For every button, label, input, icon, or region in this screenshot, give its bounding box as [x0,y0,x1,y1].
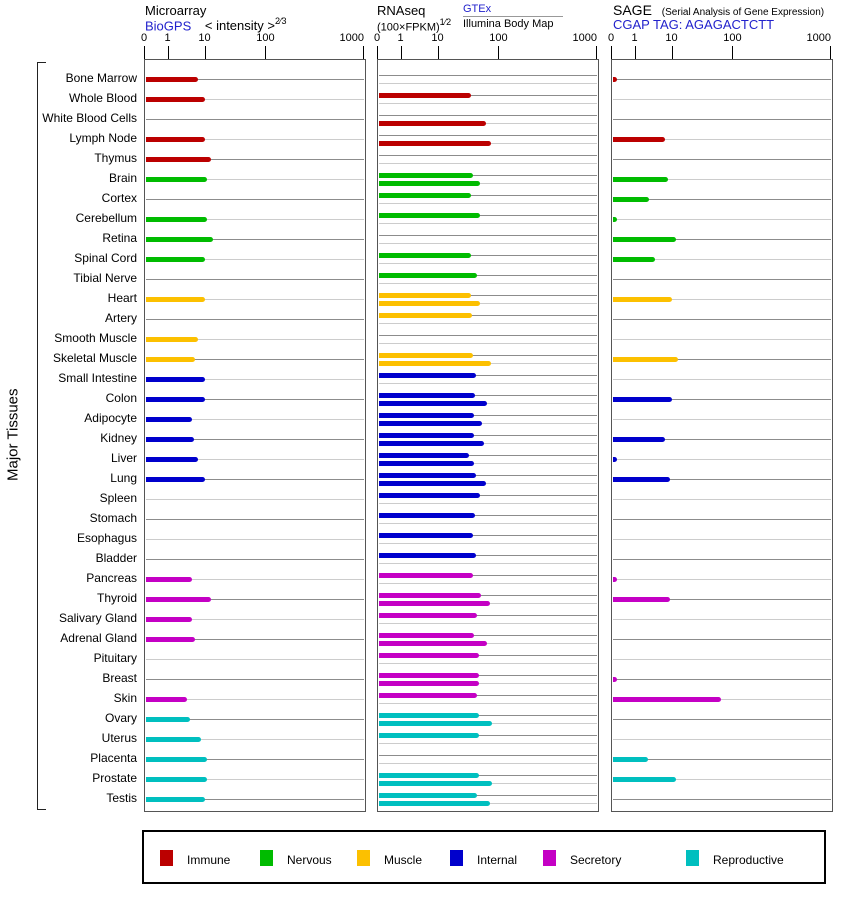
expression-bar [613,697,721,702]
row-line [379,743,597,744]
axis-tick [377,46,378,59]
row-line [379,663,597,664]
expression-bar [379,433,474,438]
expression-bar [379,361,491,366]
row-line [613,339,831,340]
expression-bar [613,457,617,462]
tissue-label: Adrenal Gland [60,631,137,645]
gtex-divider [463,16,563,17]
row-line [379,335,597,336]
row-line [379,163,597,164]
row-line [379,203,597,204]
tissue-label: Liver [110,451,137,465]
expression-bar [379,733,479,738]
tissue-label: Colon [105,391,137,405]
row-line [146,499,364,500]
tissue-label: Placenta [90,751,137,765]
expression-bar [379,173,473,178]
expression-bar [379,273,477,278]
expression-bar [379,461,474,466]
panel-sage [611,59,833,812]
expression-bar [379,773,479,778]
row-line [613,619,831,620]
expression-bar [379,301,480,306]
expression-bar [613,757,648,762]
tissue-label: Breast [102,671,137,685]
rnaseq-title: RNAseq [377,3,426,18]
expression-bar [379,533,473,538]
axis-tick-label: 10 [198,32,211,44]
row-line [379,223,597,224]
axis-tick [498,46,499,59]
legend-label: Nervous [287,853,332,867]
row-line [379,755,597,756]
row-line [379,243,597,244]
axis-tick-label: 100 [489,32,508,44]
row-line [379,235,597,236]
expression-bar [146,617,192,622]
row-line [146,319,364,320]
axis-tick-label: 1000 [339,32,364,44]
tissue-label: Retina [102,231,137,245]
expression-bar [613,237,676,242]
legend [142,830,826,884]
expression-bar [613,677,617,682]
row-line [379,155,597,156]
axis-tick [144,46,145,59]
axis-tick-label: 10 [665,32,678,44]
expression-bar [379,213,480,218]
row-line [613,99,831,100]
expression-bar [146,97,205,102]
legend-label: Secretory [570,853,622,867]
legend-swatch-reproductive [686,850,699,866]
axis-tick [401,46,402,59]
tissues-bracket [37,62,46,810]
tissue-label: Brain [108,171,137,185]
expression-bar [379,401,487,406]
tissue-label: Heart [107,291,137,305]
expression-bar [146,217,207,222]
row-line [613,319,831,320]
row-line [613,219,831,220]
expression-bar [379,713,479,718]
expression-bar [379,353,473,358]
expression-bar [146,577,192,582]
tissue-label: Esophagus [76,531,137,545]
sage-header [613,2,824,18]
biogps-link[interactable]: BioGPS [145,18,192,34]
expression-bar [613,217,617,222]
microarray-subtitle [145,17,287,33]
tissue-label: Skeletal Muscle [52,351,137,365]
expression-bar [379,681,479,686]
row-line [379,263,597,264]
expression-bar [379,313,472,318]
expression-bar [146,757,207,762]
rnaseq-metric: (100×FPKM)$^{1⁄2}$ [377,17,452,34]
expression-bar [379,481,486,486]
expression-bar [146,477,205,482]
axis-tick-label: 1000 [806,32,831,44]
tissue-label: Adipocyte [84,411,137,425]
row-line [379,623,597,624]
row-line [613,659,831,660]
expression-bar [379,801,490,806]
gtex-link[interactable]: GTEx [463,3,492,15]
axis-tick [265,46,266,59]
axis-tick-label: 1 [631,32,638,44]
expression-bar [379,453,469,458]
axis-tick [168,46,169,59]
expression-bar [613,477,670,482]
axis-tick-label: 1 [164,32,171,44]
row-line [613,639,831,640]
legend-swatch-muscle [357,850,370,866]
tissue-label: Prostate [92,771,137,785]
expression-bar [146,597,211,602]
tissue-label: Spinal Cord [74,251,137,265]
legend-label: Reproductive [713,853,784,867]
tissue-label: Artery [104,311,137,325]
expression-bar [146,237,213,242]
expression-bar [613,437,665,442]
row-line [613,159,831,160]
axis-tick [830,46,831,59]
expression-bar [379,121,486,126]
expression-bar [379,793,477,798]
row-line [379,83,597,84]
row-line [379,583,597,584]
row-line [379,115,597,116]
expression-bar [146,437,194,442]
expression-bar [146,717,190,722]
expression-bar [146,777,207,782]
expression-bar [379,653,479,658]
tissue-label: Cortex [101,191,137,205]
row-line [379,103,597,104]
row-line [146,279,364,280]
legend-swatch-internal [450,850,463,866]
expression-bar [379,293,471,298]
expression-bar [379,93,471,98]
expression-bar [146,397,205,402]
legend-label: Muscle [384,853,423,867]
tissue-label: Smooth Muscle [54,331,137,345]
row-line [613,419,831,420]
axis-tick-label: 0 [607,32,615,44]
microarray-metric-exponent: 2⁄3 [274,16,287,26]
row-line [379,763,597,764]
expression-bar [379,441,484,446]
tissue-label: Ovary [104,711,137,725]
row-line [146,199,364,200]
expression-bar [146,377,205,382]
axis-tick [596,46,597,59]
legend-swatch-immune [160,850,173,866]
row-line [613,459,831,460]
row-line [379,503,597,504]
tissue-label: Kidney [100,431,137,445]
microarray-metric: < intensity > [204,18,275,34]
tissue-label: Testis [106,791,137,805]
tissue-label: Stomach [89,511,137,525]
row-line [379,523,597,524]
tissue-label: Cerebellum [75,211,137,225]
panel-microarray [144,59,366,812]
tissue-label: Whole Blood [68,91,137,105]
expression-bar [379,593,481,598]
row-line [146,119,364,120]
sage-note: (Serial Analysis of Gene Expression) [661,7,825,18]
expression-bar [379,781,492,786]
expression-bar [613,137,665,142]
expression-bar [146,737,201,742]
expression-bar [613,577,617,582]
axis-tick [732,46,733,59]
axis-tick-label: 10 [431,32,444,44]
row-line [379,323,597,324]
expression-bar [379,421,482,426]
axis-tick-label: 100 [723,32,742,44]
tissue-label: Small Intestine [58,371,137,385]
legend-label: Internal [477,853,518,867]
expression-bar [379,693,477,698]
expression-bar [379,721,492,726]
row-line [379,75,597,76]
row-line [613,79,831,80]
expression-bar [613,357,678,362]
expression-bar [146,797,205,802]
tissue-label: White Blood Cells [42,111,137,125]
row-line [613,379,831,380]
tissue-label: Salivary Gland [58,611,137,625]
tissue-label: Thyroid [96,591,137,605]
row-line [146,519,364,520]
expression-bar [146,417,192,422]
expression-bar [146,137,205,142]
row-line [613,519,831,520]
row-line [379,383,597,384]
row-line [379,703,597,704]
row-line [613,739,831,740]
row-line [379,543,597,544]
sage-title: SAGE [613,2,652,18]
axis-tick-label: 0 [373,32,381,44]
axis-tick [672,46,673,59]
axis-tick [205,46,206,59]
row-line [146,679,364,680]
expression-bar [146,157,211,162]
microarray-title: Microarray [145,3,207,18]
expression-bar [146,257,205,262]
tissue-label: Bladder [95,551,137,565]
axis-tick-label: 1000 [572,32,597,44]
expression-bar [379,373,476,378]
expression-bar [146,697,187,702]
panel-rnaseq [377,59,599,812]
expression-bar [379,141,491,146]
expression-bar [613,297,672,302]
tissue-label: Bone Marrow [65,71,137,85]
axis-tick [635,46,636,59]
expression-bar [379,601,490,606]
rnaseq-metric-exponent: 1⁄2 [439,17,452,27]
expression-bar [613,177,668,182]
row-line [613,799,831,800]
axis-tick-label: 1 [397,32,404,44]
row-line [613,279,831,280]
tissue-label: Thymus [94,151,137,165]
expression-bar [379,613,477,618]
expression-bar [379,673,479,678]
tissue-label: Uterus [101,731,137,745]
row-line [613,119,831,120]
row-line [613,499,831,500]
tissue-label: Pancreas [86,571,137,585]
expression-bar [379,553,476,558]
row-line [146,539,364,540]
expression-bar [379,393,475,398]
expression-bar [146,337,198,342]
axis-tick-label: 0 [140,32,148,44]
tissue-label: Lung [110,471,137,485]
row-line [613,539,831,540]
tissue-label: Spleen [99,491,137,505]
cgap-tag-link[interactable]: CGAP TAG: AGAGACTCTT [613,17,775,32]
expression-bar [379,641,487,646]
row-line [379,563,597,564]
y-axis-label: Major Tissues [4,388,22,482]
tissue-label: Tibial Nerve [73,271,137,285]
illumina-body-map-label: Illumina Body Map [463,18,554,30]
expression-bar [613,197,649,202]
axis-tick [363,46,364,59]
expression-bar [379,633,474,638]
expression-bar [379,253,471,258]
expression-bar [379,573,473,578]
expression-bar [146,637,195,642]
row-line [379,343,597,344]
axis-tick [611,46,612,59]
expression-bar [146,297,205,302]
row-line [146,559,364,560]
axis-tick [438,46,439,59]
row-line [379,135,597,136]
tissue-label: Pituitary [93,651,137,665]
legend-swatch-nervous [260,850,273,866]
expression-bar [613,257,655,262]
expression-bar [146,357,195,362]
expression-bar [146,457,198,462]
row-line [613,579,831,580]
expression-bar [613,397,672,402]
row-line [146,659,364,660]
expression-bar [613,597,670,602]
expression-bar [379,413,474,418]
expression-bar [146,177,207,182]
expression-bar [613,77,617,82]
expression-bar [379,493,480,498]
row-line [613,679,831,680]
expression-bar [379,473,476,478]
expression-bar [379,513,475,518]
row-line [613,719,831,720]
tissue-label: Lymph Node [69,131,137,145]
axis-tick-label: 100 [256,32,275,44]
legend-label: Immune [187,853,231,867]
row-line [613,559,831,560]
row-line [379,283,597,284]
expression-bar [146,77,198,82]
expression-bar [379,181,480,186]
tissue-label: Skin [113,691,137,705]
legend-swatch-secretory [543,850,556,866]
expression-bar [379,193,471,198]
expression-bar [613,777,676,782]
